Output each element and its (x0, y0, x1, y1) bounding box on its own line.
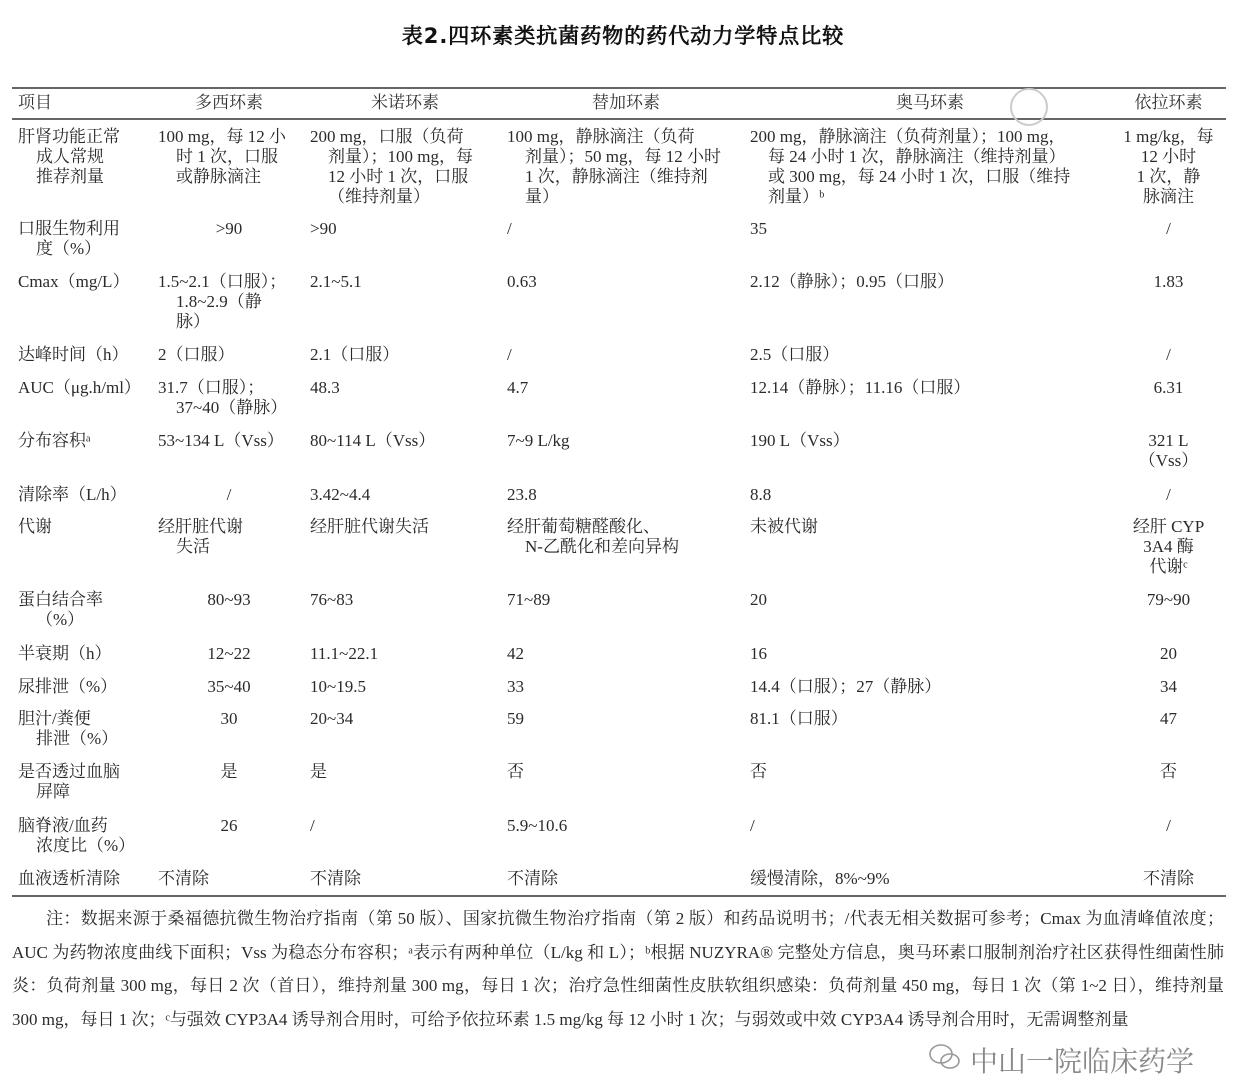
row-label: 口服生物利用 度（%） (18, 219, 120, 258)
table-cell: 16 (750, 644, 767, 663)
table-cell: 100 mg，静脉滴注（负荷 剂量）；50 mg，每 12 小时 1 次，静脉滴注（维持剂 量） (507, 127, 721, 206)
table-cell: 缓慢清除，8%~9% (750, 869, 890, 888)
table-cell: 100 mg，每 12 小 时 1 次，口服 或静脉滴注 (158, 127, 286, 186)
row-label: 清除率（L/h） (18, 485, 127, 504)
table-cell: 1 mg/kg，每 12 小时 1 次，静 脉滴注 (1123, 127, 1214, 206)
table-cell: 31.7（口服）； 37~40（静脉） (158, 378, 288, 417)
row-label: 脑脊液/血药 浓度比（%） (18, 816, 136, 855)
table-cell: 35 (750, 219, 767, 238)
table-cell: 20 (750, 590, 767, 609)
table-cell: / (507, 219, 512, 238)
table-cell: 12.14（静脉）；11.16（口服） (750, 378, 971, 397)
table-cell: / (1166, 219, 1171, 238)
table-title: 表2.四环素类抗菌药物的药代动力学特点比较 (401, 24, 845, 48)
table-cell: / (1166, 345, 1171, 364)
table-cell: / (226, 485, 232, 504)
table-cell: 59 (507, 709, 524, 728)
row-label: 胆汁/粪便 排泄（%） (18, 709, 119, 748)
table-cell: 71~89 (507, 590, 551, 609)
table-cell: 81.1（口服） (750, 709, 848, 728)
table-cell: 35~40 (207, 677, 251, 696)
table-cell: 321 L （Vss） (1138, 431, 1199, 470)
table-cell: 未被代谢 (750, 517, 818, 536)
table-cell: 14.4（口服）；27（静脉） (750, 677, 942, 696)
table-cell: 6.31 (1153, 378, 1184, 397)
table-cell: 2.12（静脉）；0.95（口服） (750, 272, 954, 291)
table-cell: 1.83 (1153, 272, 1184, 291)
table-cell: 20 (1160, 644, 1177, 663)
wechat-icon (928, 1042, 962, 1079)
table-cell: 47 (1160, 709, 1177, 728)
table-cell: 经肝 CYP 3A4 酶 代谢ᶜ (1132, 517, 1205, 576)
table-cell: >90 (215, 219, 243, 238)
row-label: 是否透过血脑 屏障 (18, 762, 120, 801)
row-label: 达峰时间（h） (18, 345, 129, 364)
header-item: 项目 (18, 93, 52, 112)
row-label: 半衰期（h） (18, 644, 112, 663)
table-cell: 53~134 L（Vss） (158, 431, 284, 450)
table-cell: 10~19.5 (310, 677, 366, 696)
table-cell: 8.8 (750, 485, 772, 504)
table-bottom-rule (12, 895, 1226, 897)
table-cell: / (310, 816, 315, 835)
table-cell: 26 (220, 816, 238, 835)
table-cell: 是 (220, 762, 238, 781)
row-label: 血液透析清除 (18, 869, 120, 888)
table-cell: 33 (507, 677, 524, 696)
table-footnotes: 注：数据来源于桑福德抗微生物治疗指南（第 50 版）、国家抗微生物治疗指南（第 2 版）和药品说明书；/代表无相关数据可参考；Cmax 为血清峰值浓度；AUC 为药物浓度曲线下面积；Vss 为稳态分布容积；ᵃ表示有两种单位（L/kg 和 L）；ᵇ根据 NUZYRA® 完整处方信息，奥马环素口服制剂治疗社区获得性细菌性肺炎：负荷剂量 300 mg，每日 2 次（首日），维持剂量 300 mg，每日 1 次；治疗急性细菌性皮肤软组织感染：负荷剂量 450 mg，每日 1 次（第 1~2 日），维持剂量 300 mg，每日 1 次；ᶜ与强效 CYP3A4 诱导剂合用时，可给予依拉环素 1.5 mg/kg 每 12 小时 1 次；与弱效或中效 CYP3A4 诱导剂合用时，无需调整剂量 (12, 909, 1224, 1029)
table-cell: 2.1（口服） (310, 345, 400, 364)
header-omadacycline: 奥马环素 (896, 93, 964, 112)
row-label: 代谢 (18, 517, 52, 536)
table-cell: 12~22 (207, 644, 251, 663)
table-cell: 否 (750, 762, 767, 781)
table-cell: 48.3 (310, 378, 340, 397)
header-eravacycline: 依拉环素 (1134, 93, 1203, 112)
table-cell: 42 (507, 644, 524, 663)
table-cell: 不清除 (1143, 869, 1194, 888)
table-cell: 11.1~22.1 (310, 644, 379, 663)
table-cell: 34 (1160, 677, 1177, 696)
header-tigecycline: 替加环素 (592, 93, 660, 112)
table-cell: 2.1~5.1 (310, 272, 362, 291)
table-cell: 7~9 L/kg (507, 431, 570, 450)
table-cell: 1.5~2.1（口服）； 1.8~2.9（静 脉） (158, 272, 287, 331)
header-doxycycline: 多西环素 (195, 93, 263, 112)
table-cell: 200 mg，静脉滴注（负荷剂量）；100 mg， 每 24 小时 1 次，静脉滴注（维持剂量） 或 300 mg，每 24 小时 1 次，口服（维持 剂量）ᵇ (750, 127, 1071, 206)
table-top-rule (12, 87, 1226, 89)
table-cell: / (507, 345, 512, 364)
watermark (928, 1040, 1194, 1080)
header-minocycline: 米诺环素 (371, 93, 439, 112)
table-cell: / (750, 816, 755, 835)
table-cell: 30 (220, 709, 238, 728)
table-cell: 不清除 (310, 869, 361, 888)
row-label: 尿排泄（%） (18, 677, 118, 696)
table-cell: >90 (310, 219, 337, 238)
watermark-text: 中山一院临床药学 (969, 1045, 1194, 1078)
table-cell: 190 L（Vss） (750, 431, 850, 450)
table-cell: 200 mg，口服（负荷 剂量）；100 mg，每 12 小时 1 次，口服 （维持剂量） (310, 127, 473, 206)
table-cell: 否 (1160, 762, 1177, 781)
table-cell: 不清除 (158, 869, 209, 888)
table-cell: 不清除 (507, 869, 558, 888)
table-cell: 经肝葡萄糖醛酸化、 N-乙酰化和差向异构 (507, 517, 679, 556)
row-label: 分布容积ᵃ (18, 431, 91, 450)
row-label: 蛋白结合率 （%） (18, 590, 103, 629)
table-cell: / (1166, 816, 1171, 835)
table-cell: 2（口服） (158, 345, 235, 364)
table-cell: 79~90 (1146, 590, 1191, 609)
row-label: Cmax（mg/L） (18, 272, 130, 291)
table-cell: / (1166, 485, 1171, 504)
table-cell: 20~34 (310, 709, 354, 728)
table-cell: 80~114 L（Vss） (310, 431, 436, 450)
table-cell: 0.63 (507, 272, 537, 291)
table-cell: 是 (310, 762, 327, 781)
table-cell: 5.9~10.6 (507, 816, 568, 835)
table-cell: 否 (507, 762, 524, 781)
table-cell: 4.7 (507, 378, 529, 397)
table-cell: 23.8 (507, 485, 537, 504)
row-label: 肝肾功能正常 成人常规 推荐剂量 (18, 127, 120, 186)
table-cell: 2.5（口服） (750, 345, 840, 364)
table-cell: 76~83 (310, 590, 354, 609)
table-cell: 经肝脏代谢 失活 (158, 517, 243, 556)
table-cell: 经肝脏代谢失活 (310, 517, 429, 536)
row-label: AUC（μg.h/ml） (18, 378, 141, 397)
table-cell: 80~93 (207, 590, 251, 609)
table-cell: 3.42~4.4 (310, 485, 371, 504)
